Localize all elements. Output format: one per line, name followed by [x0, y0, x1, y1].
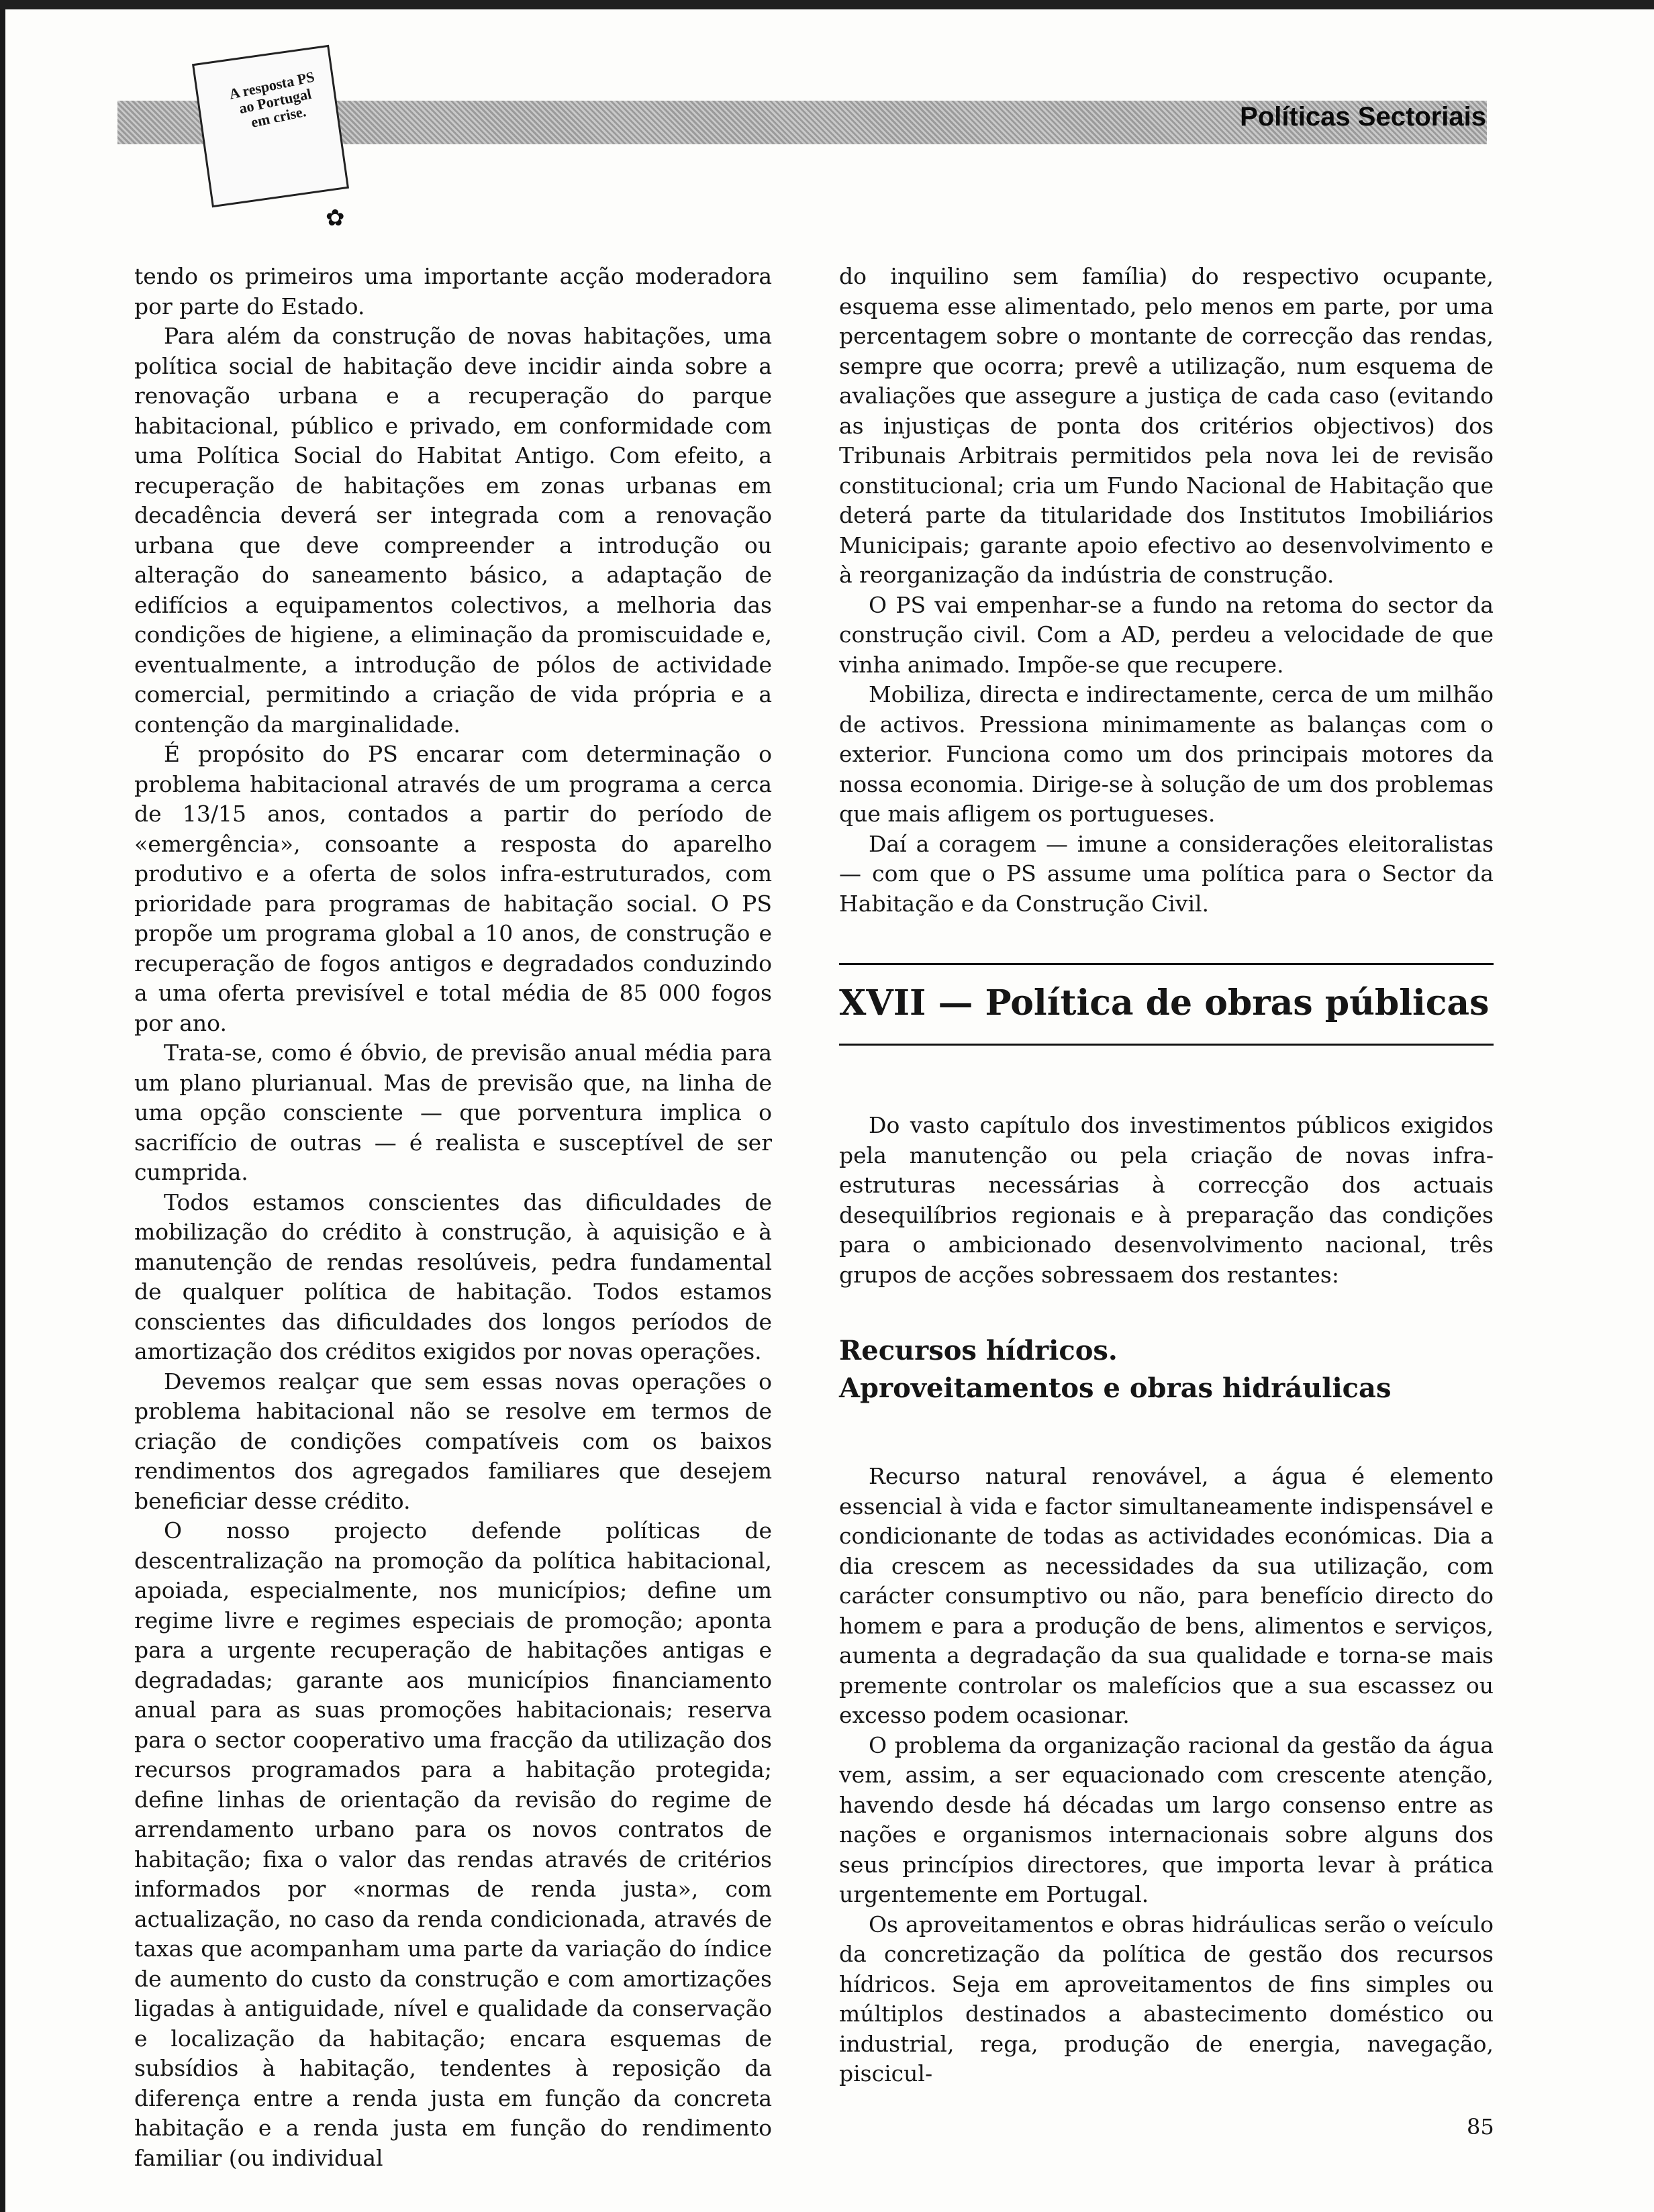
paragraph: Daí a coragem — imune a considerações eleitoralistas — com que o PS assume uma política para o Sector da Habitação e da Construção Civil.: [839, 830, 1494, 917]
subheading: [839, 1332, 1494, 1407]
right-column-bottom: [839, 1462, 1494, 2089]
section-intro: [839, 1111, 1494, 1290]
paragraph: Recurso natural renovável, a água é elemento essencial à vida e factor simultaneamente indispensável e condicionante de todas as actividades económicas. Dia a dia crescem as necessidades da sua utilização, com carácter consumptivo ou não, para benefício directo do homem e para a produção de bens, alimentos e serviços, aumenta a degradação da sua qualidade e torna-se mais premente controlar os malefícios que a sua escassez ou excesso podem ocasionar.: [839, 1463, 1494, 1728]
paragraph: O nosso projecto defende políticas de descentralização na promoção da política habitacional, apoiada, especialmente, nos municípios; define um regime livre e regimes especiais de promoção; aponta para a urgente recuperação de habitações antigas e degradadas; garante aos municípios financiamento anual para as suas promoções habitacionais; reserva para o sector cooperativo uma fracção da utilização dos recursos programados para a habitação protegida; define linhas de orientação da revisão do regime de arrendamento urbano para os novos contratos de habitação; fixa o valor das rendas através de critérios informados por «normas de renda justa», com actualização, no caso da renda condicionada, através de taxas que acompanham uma parte da variação do índice de aumento do custo da construção e com amortizações ligadas à antiguidade, nível e qualidade da conservação e localização da habitação; encara esquemas de subsídios à habitação, tendentes à reposição da diferença entre a renda justa em função da concreta habitação e a renda justa em função do rendimento familiar (ou individual: [134, 1517, 772, 2171]
paragraph: É propósito do PS encarar com determinação o problema habitacional através de um programa a cerca de 13/15 anos, contados a partir do período de «emergência», consoante a resposta do aparelho produtivo e a oferta de solos infra-estruturados, com prioridade para programas de habitação social. O PS propõe um programa global a 10 anos, de construção e recuperação de fogos antigos e degradados conduzindo a uma oferta previsível e total média de 85 000 fogos por ano.: [134, 741, 772, 1036]
paragraph: Os aproveitamentos e obras hidráulicas serão o veículo da concretização da política de gestão dos recursos hídricos. Seja em aproveitamentos de fins simples ou múltiplos destinados a abastecimento doméstico ou industrial, rega, produção de energia, navegação, piscicul-: [839, 1911, 1494, 2087]
section-title: XVII — Política de obras públicas: [839, 983, 1490, 1023]
subheading-line: Recursos hídricos.: [839, 1335, 1118, 1366]
paragraph: Devemos realçar que sem essas novas operações o problema habitacional não se resolve em termos de criação de condições compatíveis com os baixos rendimentos dos agregados familiares que desejem beneficiar desse crédito.: [134, 1368, 772, 1514]
paragraph: tendo os primeiros uma importante acção moderadora por parte do Estado.: [134, 263, 772, 319]
logo-text: A resposta PS ao Portugal em crise.: [228, 68, 316, 131]
paragraph: Do vasto capítulo dos investimentos públicos exigidos pela manutenção ou pela criação de novas infra-estruturas necessárias à correcção dos actuais desequilíbrios regionais e à preparação das condições para o ambicionado desenvolvimento nacional, três grupos de acções sobressaem dos restantes:: [839, 1112, 1494, 1288]
section-header-title: Políticas Sectoriais: [1240, 102, 1486, 132]
subheading-line: Aproveitamentos e obras hidráulicas: [839, 1372, 1392, 1404]
right-column-top: [839, 262, 1494, 919]
section-rule-top: [839, 963, 1494, 965]
rose-icon: ✿: [326, 205, 345, 232]
paragraph: Trata-se, como é óbvio, de previsão anual média para um plano plurianual. Mas de previsão que, na linha de uma opção consciente — que porventura implica o sacrifício de outras — é realista e susceptível de ser cumprida.: [134, 1040, 772, 1185]
paragraph: Todos estamos conscientes das dificuldades de mobilização do crédito à construção, à aquisição e à manutenção de rendas resolúveis, pedra fundamental de qualquer política de habitação. Todos estamos conscientes das dificuldades dos longos períodos de amortização dos créditos exigidos por novas operações.: [134, 1189, 772, 1364]
section-rule-bottom: [839, 1044, 1494, 1046]
paragraph: Mobiliza, directa e indirectamente, cerca de um milhão de activos. Pressiona minimamente as balanças com o exterior. Funciona como um dos principais motores da nossa economia. Dirige-se à solução de um dos problemas que mais afligem os portugueses.: [839, 681, 1494, 827]
page-top-border: [0, 0, 1654, 9]
page-number: 85: [1467, 2114, 1494, 2140]
paragraph: do inquilino sem família) do respectivo ocupante, esquema esse alimentado, pelo menos em parte, por uma percentagem sobre o montante de correcção das rendas, sempre que ocorra; prevê a utilização, num esquema de avaliações que assegure a justiça de cada caso (evitando as injustiças de ponta dos critérios objectivos) dos Tribunais Arbitrais permitidos pela nova lei de revisão constitucional; cria um Fundo Nacional de Habitação que deterá parte da titularidade dos Institutos Imobiliários Municipais; garante apoio efectivo ao desenvolvimento e à reorganização da indústria de construção.: [839, 263, 1494, 588]
paragraph: O problema da organização racional da gestão da água vem, assim, a ser equacionado com crescente atenção, havendo desde há décadas um largo consenso entre as nações e organismos internacionais sobre alguns dos seus princípios directores, que importa levar à prática urgentemente em Portugal.: [839, 1731, 1494, 1907]
paragraph: Para além da construção de novas habitações, uma política social de habitação deve incidir ainda sobre a renovação urbana e a recuperação do parque habitacional, público e privado, em conformidade com uma Política Social do Habitat Antigo. Com efeito, a recuperação de habitações em zonas urbanas em decadência deverá ser integrada com a renovação urbana que deve compreender a introdução ou alteração do saneamento básico, a adaptação de edifícios a equipamentos colectivos, a melhoria das condições de higiene, a eliminação da promiscuidade e, eventualmente, a introdução de pólos de actividade comercial, permitindo a criação de vida própria e a contenção da marginalidade.: [134, 323, 772, 738]
left-column: [134, 262, 772, 2173]
paragraph: O PS vai empenhar-se a fundo na retoma do sector da construção civil. Com a AD, perdeu a velocidade de que vinha animado. Impõe-se que recupere.: [839, 591, 1494, 678]
page-left-border: [0, 0, 5, 2212]
